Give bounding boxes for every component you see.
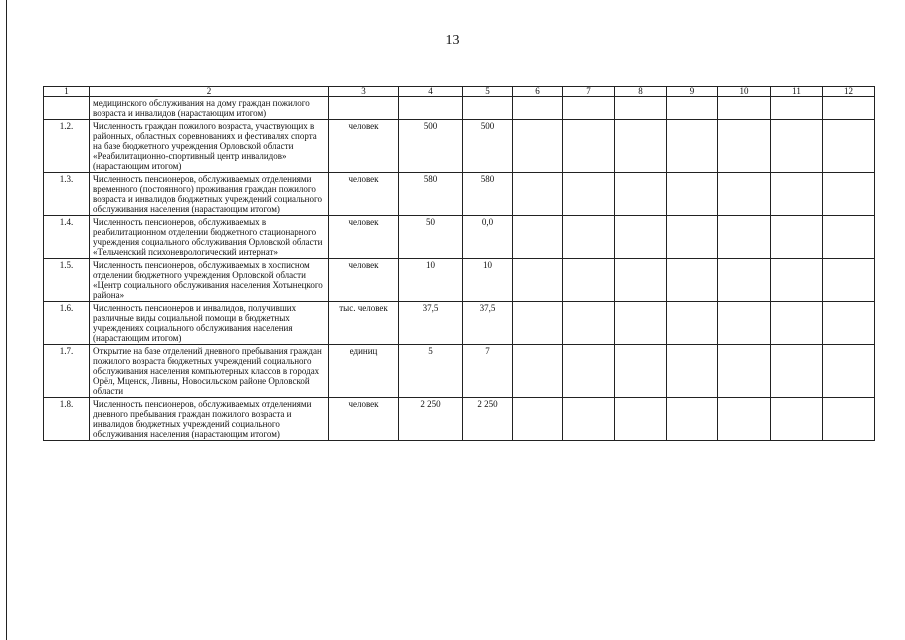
table-row xyxy=(44,398,875,441)
column-header: 3 xyxy=(329,87,399,97)
empty-cell xyxy=(563,259,615,302)
column-header: 4 xyxy=(399,87,463,97)
indicator-name-cell: Численность пенсионеров, обслуживаемых в реабилитационном отделении бюджетного стационарного учреждения социального обслуживания Орловской области «Тельченский психоневрологический интернат» xyxy=(90,216,329,259)
empty-cell xyxy=(615,173,667,216)
table-row xyxy=(44,345,875,398)
value-col4-cell: 50 xyxy=(399,216,463,259)
empty-cell xyxy=(563,302,615,345)
empty-cell xyxy=(667,97,718,120)
indicator-name-cell: Численность пенсионеров, обслуживаемых в хосписном отделении бюджетного учреждения Орловской области «Центр социального обслуживания населения Хотынецкого района» xyxy=(90,259,329,302)
empty-cell xyxy=(615,302,667,345)
column-header: 5 xyxy=(463,87,513,97)
empty-cell xyxy=(563,173,615,216)
unit-cell xyxy=(329,97,399,120)
empty-cell xyxy=(513,173,563,216)
unit-cell: тыс. человек xyxy=(329,302,399,345)
row-number-cell xyxy=(44,97,90,120)
value-col5-cell: 580 xyxy=(463,173,513,216)
page-number: 13 xyxy=(445,33,460,48)
value-col5-cell: 500 xyxy=(463,120,513,173)
empty-cell xyxy=(823,173,875,216)
empty-cell xyxy=(563,120,615,173)
table-row xyxy=(44,120,875,173)
indicator-name-cell: Численность пенсионеров, обслуживаемых отделениями дневного пребывания граждан пожилого возраста и инвалидов бюджетных учреждений социального обслуживания населения (нарастающим итогом) xyxy=(90,398,329,441)
empty-cell xyxy=(615,97,667,120)
empty-cell xyxy=(823,345,875,398)
value-col4-cell: 10 xyxy=(399,259,463,302)
left-margin-line xyxy=(6,0,7,640)
indicator-name-cell: Численность граждан пожилого возраста, участвующих в районных, областных соревнованиях и фестивалях спорта на базе бюджетного учреждения Орловской области «Реабилитационно-спортивный центр инвалидов» (нарастающим итогом) xyxy=(90,120,329,173)
indicator-name-cell: медицинского обслуживания на дому граждан пожилого возраста и инвалидов (нарастающим итогом) xyxy=(90,97,329,120)
column-header: 10 xyxy=(718,87,771,97)
table-row xyxy=(44,259,875,302)
empty-cell xyxy=(615,345,667,398)
unit-cell: человек xyxy=(329,398,399,441)
value-col4-cell: 5 xyxy=(399,345,463,398)
table-row xyxy=(44,302,875,345)
column-header: 8 xyxy=(615,87,667,97)
empty-cell xyxy=(823,259,875,302)
indicator-name-cell: Численность пенсионеров и инвалидов, получивших различные виды социальной помощи в бюджетных учреждениях социального обслуживания населения (нарастающим итогом) xyxy=(90,302,329,345)
empty-cell xyxy=(718,259,771,302)
empty-cell xyxy=(718,345,771,398)
unit-cell: единиц xyxy=(329,345,399,398)
column-header: 12 xyxy=(823,87,875,97)
column-header: 1 xyxy=(44,87,90,97)
empty-cell xyxy=(667,216,718,259)
empty-cell xyxy=(718,173,771,216)
empty-cell xyxy=(615,216,667,259)
value-col5-cell xyxy=(463,97,513,120)
empty-cell xyxy=(823,97,875,120)
empty-cell xyxy=(823,398,875,441)
header-row xyxy=(44,87,875,97)
empty-cell xyxy=(563,398,615,441)
empty-cell xyxy=(513,345,563,398)
value-col4-cell: 2 250 xyxy=(399,398,463,441)
empty-cell xyxy=(513,97,563,120)
table-row xyxy=(44,97,875,120)
empty-cell xyxy=(823,302,875,345)
empty-cell xyxy=(718,398,771,441)
value-col4-cell: 580 xyxy=(399,173,463,216)
empty-cell xyxy=(667,259,718,302)
empty-cell xyxy=(615,398,667,441)
value-col5-cell: 7 xyxy=(463,345,513,398)
value-col5-cell: 10 xyxy=(463,259,513,302)
indicator-name-cell: Открытие на базе отделений дневного пребывания граждан пожилого возраста бюджетных учреждений социального обслуживания населения компьютерных классов в городах Орёл, Мценск, Ливны, Новосильском районе Орловской области xyxy=(90,345,329,398)
empty-cell xyxy=(718,216,771,259)
empty-cell xyxy=(771,398,823,441)
empty-cell xyxy=(615,259,667,302)
empty-cell xyxy=(563,97,615,120)
empty-cell xyxy=(771,173,823,216)
row-number-cell: 1.8. xyxy=(44,398,90,441)
unit-cell: человек xyxy=(329,173,399,216)
value-col4-cell: 500 xyxy=(399,120,463,173)
empty-cell xyxy=(771,345,823,398)
empty-cell xyxy=(513,259,563,302)
column-header: 9 xyxy=(667,87,718,97)
empty-cell xyxy=(771,120,823,173)
indicators-table xyxy=(43,86,875,441)
row-number-cell: 1.2. xyxy=(44,120,90,173)
unit-cell: человек xyxy=(329,216,399,259)
column-header: 6 xyxy=(513,87,563,97)
empty-cell xyxy=(771,97,823,120)
row-number-cell: 1.4. xyxy=(44,216,90,259)
empty-cell xyxy=(667,173,718,216)
empty-cell xyxy=(513,120,563,173)
empty-cell xyxy=(718,97,771,120)
indicator-name-cell: Численность пенсионеров, обслуживаемых отделениями временного (постоянного) проживания граждан пожилого возраста и инвалидов бюджетных учреждений социального обслуживания населения (нарастающим итогом) xyxy=(90,173,329,216)
row-number-cell: 1.7. xyxy=(44,345,90,398)
empty-cell xyxy=(718,120,771,173)
table-row xyxy=(44,173,875,216)
empty-cell xyxy=(771,302,823,345)
column-header: 11 xyxy=(771,87,823,97)
empty-cell xyxy=(667,120,718,173)
table-row xyxy=(44,216,875,259)
column-header: 7 xyxy=(563,87,615,97)
empty-cell xyxy=(615,120,667,173)
value-col4-cell: 37,5 xyxy=(399,302,463,345)
empty-cell xyxy=(563,216,615,259)
empty-cell xyxy=(513,398,563,441)
empty-cell xyxy=(823,216,875,259)
unit-cell: человек xyxy=(329,120,399,173)
row-number-cell: 1.6. xyxy=(44,302,90,345)
empty-cell xyxy=(667,345,718,398)
row-number-cell: 1.3. xyxy=(44,173,90,216)
empty-cell xyxy=(563,345,615,398)
value-col5-cell: 0,0 xyxy=(463,216,513,259)
row-number-cell: 1.5. xyxy=(44,259,90,302)
unit-cell: человек xyxy=(329,259,399,302)
empty-cell xyxy=(718,302,771,345)
empty-cell xyxy=(513,302,563,345)
column-header: 2 xyxy=(90,87,329,97)
empty-cell xyxy=(513,216,563,259)
empty-cell xyxy=(823,120,875,173)
value-col5-cell: 2 250 xyxy=(463,398,513,441)
empty-cell xyxy=(667,302,718,345)
empty-cell xyxy=(771,216,823,259)
value-col5-cell: 37,5 xyxy=(463,302,513,345)
empty-cell xyxy=(771,259,823,302)
empty-cell xyxy=(667,398,718,441)
value-col4-cell xyxy=(399,97,463,120)
